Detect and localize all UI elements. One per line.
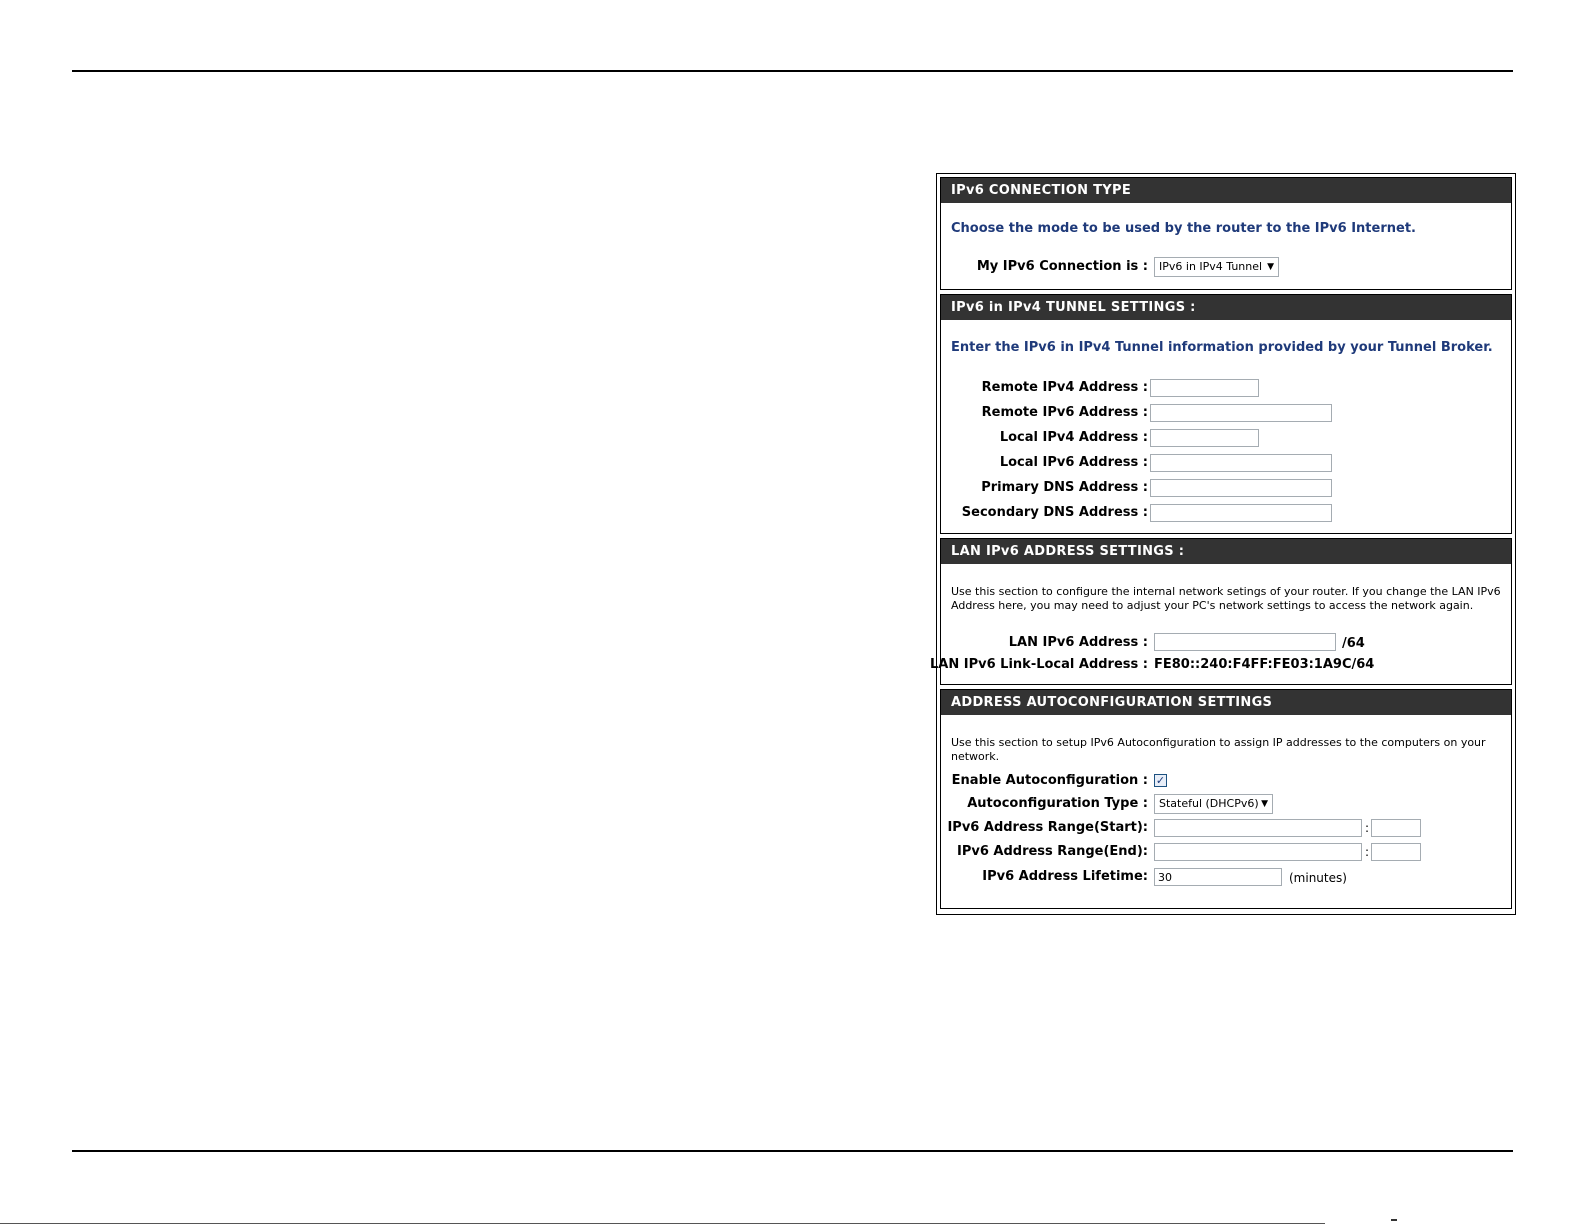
- enable-autoconfig-checkbox[interactable]: [1154, 774, 1167, 787]
- range-end-prefix-input[interactable]: [1154, 843, 1362, 861]
- autoconfig-type-select[interactable]: [1154, 794, 1273, 814]
- footer-rule: [0, 1223, 1325, 1224]
- remote-ipv6-label: Remote IPv6 Address :: [981, 405, 1148, 420]
- range-start-label: IPv6 Address Range(Start):: [947, 820, 1148, 835]
- top-rule: [72, 70, 1513, 72]
- lifetime-unit: (minutes): [1289, 871, 1347, 885]
- local-ipv6-input[interactable]: [1150, 454, 1332, 472]
- lan-settings-section: [930, 538, 1512, 685]
- ipv6-settings-panel: [930, 173, 1516, 915]
- lan-settings-header: LAN IPv6 ADDRESS SETTINGS :: [941, 539, 1511, 564]
- lifetime-label: IPv6 Address Lifetime:: [982, 869, 1148, 884]
- connection-type-label: My IPv6 Connection is :: [976, 259, 1148, 274]
- range-end-separator: :: [1365, 845, 1370, 859]
- primary-dns-label: Primary DNS Address :: [981, 480, 1148, 495]
- range-start-prefix-input[interactable]: [1154, 819, 1362, 837]
- connection-type-select[interactable]: [1154, 257, 1279, 277]
- remote-ipv4-input[interactable]: [1150, 379, 1259, 397]
- remote-ipv4-label: Remote IPv4 Address :: [981, 380, 1148, 395]
- autoconfig-note: Use this section to setup IPv6 Autoconfiguration to assign IP addresses to the computers on your network.: [951, 736, 1486, 763]
- autoconfig-type-value: Stateful (DHCPv6): [1159, 797, 1259, 810]
- check-icon: ✓: [1155, 774, 1166, 787]
- lifetime-input[interactable]: [1154, 868, 1282, 886]
- chevron-down-icon: ▼: [1261, 799, 1268, 809]
- link-local-label: LAN IPv6 Link-Local Address :: [930, 657, 1148, 672]
- tunnel-settings-section: [940, 294, 1512, 534]
- tunnel-settings-intro: Enter the IPv6 in IPv4 Tunnel information provided by your Tunnel Broker.: [951, 340, 1493, 355]
- range-end-label: IPv6 Address Range(End):: [957, 844, 1148, 859]
- lan-ipv6-address-input[interactable]: [1154, 633, 1336, 651]
- bottom-rule: [72, 1150, 1513, 1152]
- primary-dns-input[interactable]: [1150, 479, 1332, 497]
- autoconfig-type-label: Autoconfiguration Type :: [967, 796, 1148, 811]
- autoconfig-header: ADDRESS AUTOCONFIGURATION SETTINGS: [941, 690, 1511, 715]
- local-ipv4-label: Local IPv4 Address :: [999, 430, 1148, 445]
- enable-autoconfig-label: Enable Autoconfiguration :: [951, 773, 1148, 788]
- local-ipv6-label: Local IPv6 Address :: [999, 455, 1148, 470]
- connection-type-intro: Choose the mode to be used by the router to the IPv6 Internet.: [951, 221, 1416, 236]
- connection-type-header: IPv6 CONNECTION TYPE: [941, 178, 1511, 203]
- tunnel-settings-header: IPv6 in IPv4 TUNNEL SETTINGS :: [941, 295, 1511, 320]
- lan-ipv6-address-label: LAN IPv6 Address :: [1008, 635, 1148, 650]
- range-end-suffix-input[interactable]: [1371, 843, 1421, 861]
- range-start-separator: :: [1365, 821, 1370, 835]
- remote-ipv6-input[interactable]: [1150, 404, 1332, 422]
- footer-mark: [1391, 1219, 1397, 1221]
- chevron-down-icon: ▼: [1267, 262, 1274, 272]
- secondary-dns-input[interactable]: [1150, 504, 1332, 522]
- prefix-suffix: /64: [1342, 636, 1365, 651]
- lan-settings-note: Use this section to configure the internal network setings of your router. If you change the LAN IPv6 Address here, you may need to adjust your PC's network settings to access the network again.: [951, 585, 1501, 612]
- link-local-value: FE80::240:F4FF:FE03:1A9C/64: [1154, 657, 1375, 672]
- local-ipv4-input[interactable]: [1150, 429, 1259, 447]
- connection-type-value: IPv6 in IPv4 Tunnel: [1159, 260, 1263, 273]
- autoconfig-section: [940, 689, 1512, 909]
- secondary-dns-label: Secondary DNS Address :: [961, 505, 1148, 520]
- range-start-suffix-input[interactable]: [1371, 819, 1421, 837]
- connection-type-section: [940, 177, 1512, 290]
